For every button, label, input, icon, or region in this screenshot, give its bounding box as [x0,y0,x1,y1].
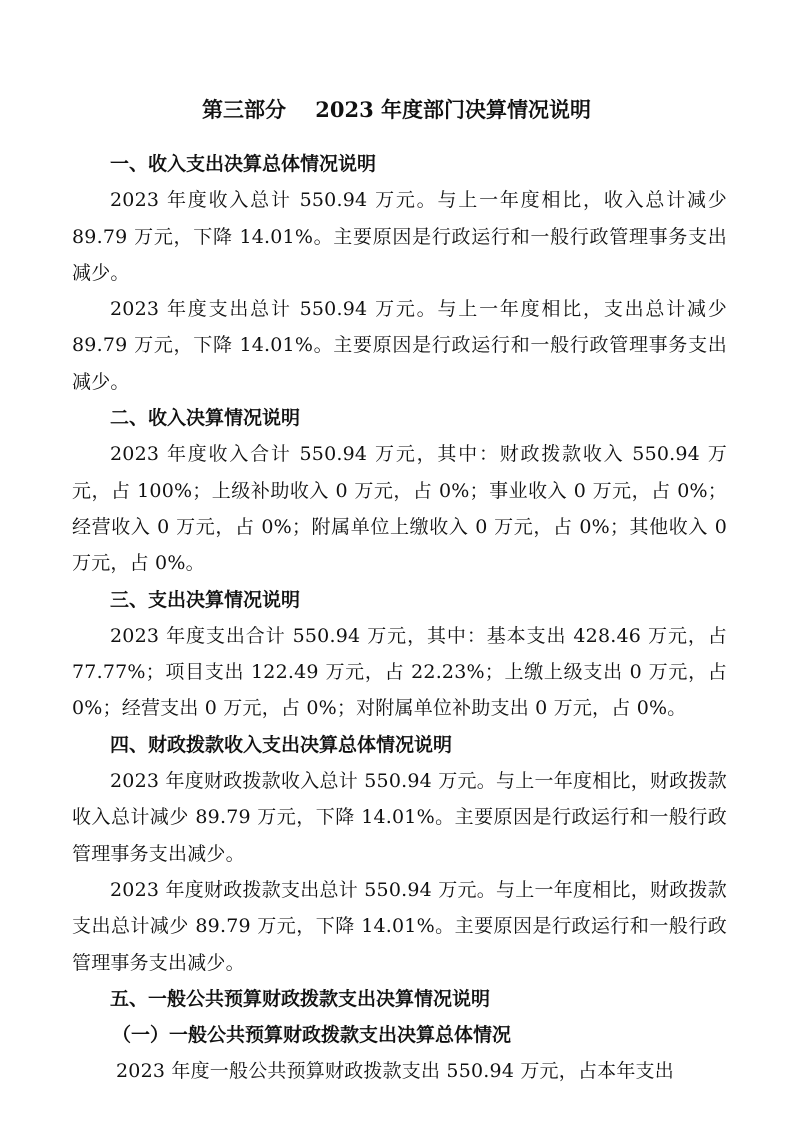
document-title: 第三部分 2023 年度部门决算情况说明 [201,97,591,122]
paragraph-income-total: 2023 年度收入总计 550.94 万元。与上一年度相比，收入总计减少 89.79 万元，下降 14.01%。主要原因是行政运行和一般行政管理事务支出减少。 [72,189,727,284]
subsection-heading-general-budget-overview: （一）一般公共预算财政拨款支出决算总体情况 [112,1024,512,1047]
paragraph-fiscal-expenditure: 2023 年度财政拨款支出总计 550.94 万元。与上一年度相比，财政拨款支出总计减少 89.79 万元，下降 14.01%。主要原因是行政运行和一般行政管理事务支出减少。 [72,878,727,974]
paragraph-expenditure-total: 2023 年度支出总计 550.94 万元。与上一年度相比，支出总计减少 89.79 万元，下降 14.01%。主要原因是行政运行和一般行政管理事务支出减少。 [72,298,727,393]
paragraph-fiscal-income: 2023 年度财政拨款收入总计 550.94 万元。与上一年度相比，财政拨款收入总计减少 89.79 万元，下降 14.01%。主要原因是行政运行和一般行政管理事务支出减少。 [72,770,727,865]
section-heading-general-public-budget: 五、一般公共预算财政拨款支出决算情况说明 [110,987,491,1010]
paragraph-expenditure-breakdown: 2023 年度支出合计 550.94 万元，其中：基本支出 428.46 万元，占 77.77%；项目支出 122.49 万元，占 22.23%；上缴上级支出 0 万元，占 0%；经营支出 0 万元，占 0%；对附属单位补助支出 0 万元，占 0%。 [72,624,727,720]
paragraph-income-breakdown: 2023 年度收入合计 550.94 万元，其中：财政拨款收入 550.94 万元，占 100%；上级补助收入 0 万元，占 0%；事业收入 0 万元，占 0%；经营收入 0 万元，占 0%；附属单位上缴收入 0 万元，占 0%；其他收入 0 万元，占 0%。 [72,443,727,575]
document-body [72,146,727,1090]
section-heading-expenditure: 三、支出决算情况说明 [110,588,301,611]
section-heading-income-expenditure-overview: 一、收入支出决算总体情况说明 [110,153,377,175]
paragraph-general-budget-expenditure: 2023 年度一般公共预算财政拨款支出 550.94 万元，占本年支出 [116,1060,674,1083]
section-heading-fiscal-appropriation: 四、财政拨款收入支出决算总体情况说明 [110,733,453,756]
section-heading-income: 二、收入决算情况说明 [110,407,301,430]
